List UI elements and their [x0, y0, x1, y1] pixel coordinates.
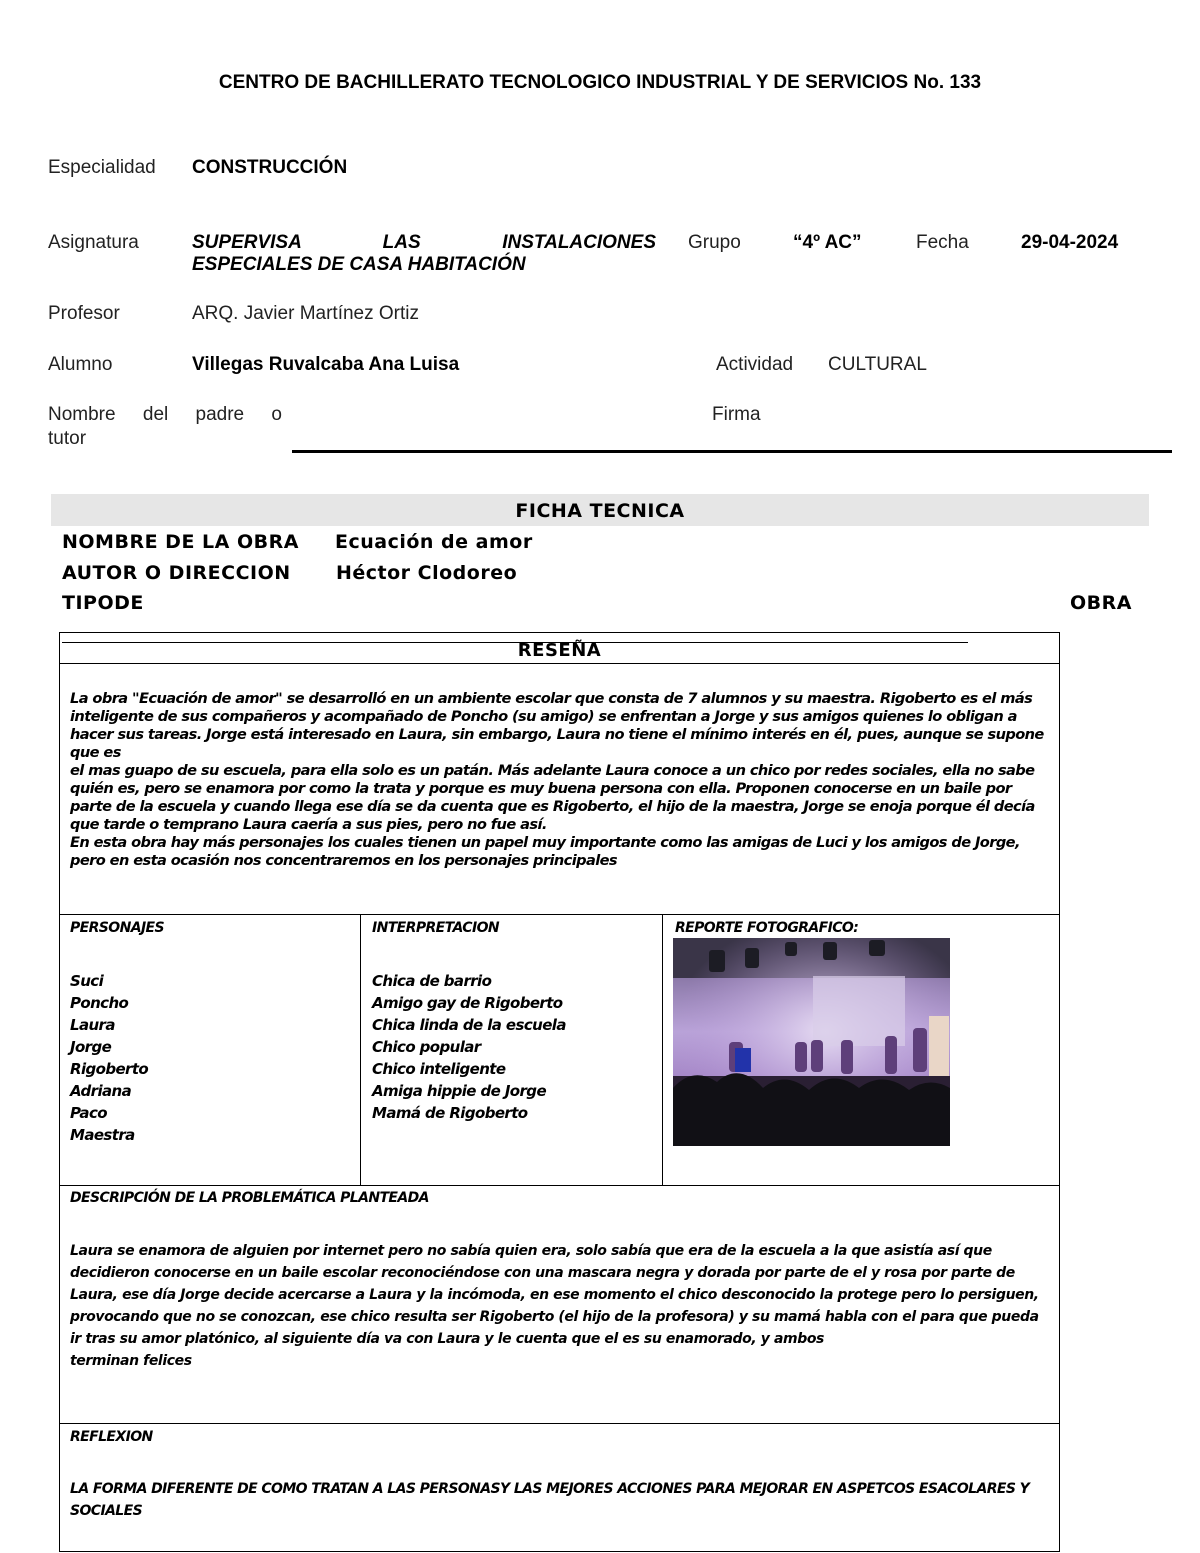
obra-label: NOMBRE DE LA OBRA: [62, 531, 299, 553]
personaje-item: Adriana: [70, 1082, 132, 1100]
resena-paragraph: En esta obra hay más personajes los cuales tienen un papel muy importante como las amigas de Luci y los amigos de Jorge, pero en esta ocasión nos concentraremos en los personajes principales: [70, 834, 1020, 869]
profesor-label: Profesor: [48, 303, 120, 324]
school-title: CENTRO DE BACHILLERATO TECNOLOGICO INDUSTRIAL Y DE SERVICIOS No. 133: [218, 72, 982, 93]
table-left-border: [59, 632, 60, 1552]
table-bottom-border: [59, 1551, 1060, 1552]
personaje-item: Jorge: [70, 1038, 112, 1056]
interpretacion-item: Chica de barrio: [372, 972, 492, 990]
resena-body: [70, 690, 1052, 870]
firma-label: Firma: [712, 404, 761, 425]
interpretacion-list: [372, 970, 566, 1124]
reporte-title: REPORTE FOTOGRAFICO:: [675, 920, 859, 936]
actividad-label: Actividad: [716, 354, 794, 375]
obra-value: Ecuación de amor: [335, 531, 533, 553]
row-divider-problematica: [59, 1185, 1060, 1186]
actividad-value: CULTURAL: [828, 354, 927, 375]
autor-label: AUTOR O DIRECCION: [62, 562, 291, 584]
especialidad-label: Especialidad: [48, 157, 156, 178]
stage-photo: [673, 938, 950, 1146]
personaje-item: Poncho: [70, 994, 129, 1012]
resena-paragraph: La obra "Ecuación de amor" se desarrolló en un ambiente escolar que consta de 7 alumnos y su maestra. Rigoberto es el más inteligente de sus compañeros y acompañado de Poncho (su amigo) se enfrentan a Jorge y sus amigos quienes lo obligan a hacer sus tareas. Jorge está interesado en Laura, sin embargo, Laura no tiene el mínimo interés en él, pues, aunque se supone que es: [70, 690, 1044, 761]
ficha-title: FICHA TECNICA: [515, 500, 685, 522]
tipo-value: OBRA: [1070, 592, 1132, 614]
interpretacion-item: Chica linda de la escuela: [372, 1016, 566, 1034]
personaje-item: Rigoberto: [70, 1060, 149, 1078]
especialidad-value: CONSTRUCCIÓN: [192, 157, 348, 178]
tipo-label: TIPODE: [62, 592, 144, 614]
alumno-label: Alumno: [48, 354, 113, 375]
tutor-label-line1: Nombre del padre o: [48, 404, 282, 425]
reflexion-text: LA FORMA DIFERENTE DE COMO TRATAN A LAS PERSONASY LAS MEJORES ACCIONES PARA MEJORAR EN ASPETCOS ESACOLARES Y SOCIALES: [70, 1481, 1030, 1519]
interpretacion-item: Chico inteligente: [372, 1060, 506, 1078]
autor-value: Héctor Clodoreo: [336, 562, 518, 584]
personajes-list: [70, 970, 148, 1146]
resena-title: RESEÑA: [517, 640, 602, 661]
interpretacion-item: Mamá de Rigoberto: [372, 1104, 528, 1122]
col-divider-1: [360, 914, 361, 1186]
personaje-item: Maestra: [70, 1126, 135, 1144]
resena-paragraph: el mas guapo de su escuela, para ella solo es un patán. Más adelante Laura conoce a un chico por redes sociales, ella no sabe quién es, pero se enamora por como la trata y porque es muy buena persona con ella. Proponen conocerse en un baile por parte de la escuela y cuando llega ese día se da cuenta que es Rigoberto, el hijo de la maestra, Jorge se enoja porque él decía que tarde o temprano Laura caería a sus pies, pero no fue así.: [70, 762, 1035, 833]
problematica-text: Laura se enamora de alguien por internet pero no sabía quien era, solo sabía que era de la escuela a la que asistía así que decidieron conocerse en un baile escolar reconociéndose con una mascara negra y dorada por parte de el y rosa por parte de Laura, ese día Jorge decide acercarse a Laura y la incómoda, en ese momento el chico desconocido la protege pero lo persiguen, provocando que no se conozcan, ese chico resulta ser Rigoberto (el hijo de la profesora) y su mamá habla con el para que pueda ir tras su amor platónico, al siguiente día va con Laura y le cuenta que el es su enamorado, y ambos: [70, 1243, 1039, 1347]
fecha-value: 29-04-2024: [1021, 232, 1119, 253]
grupo-label: Grupo: [688, 232, 741, 253]
grupo-value: “4º AC”: [793, 232, 862, 253]
problematica-body: [70, 1240, 1045, 1372]
row-divider-reflexion: [59, 1423, 1060, 1424]
problematica-text-end: terminan felices: [70, 1353, 192, 1369]
row-divider-personajes: [59, 914, 1060, 915]
tutor-label-line2: tutor: [48, 428, 87, 449]
alumno-value: Villegas Ruvalcaba Ana Luisa: [192, 354, 460, 375]
asignatura-value-line2: ESPECIALES DE CASA HABITACIÓN: [192, 254, 526, 275]
interpretacion-title: INTERPRETACION: [372, 920, 499, 936]
personaje-item: Laura: [70, 1016, 115, 1034]
col-divider-2: [662, 914, 663, 1186]
profesor-value: ARQ. Javier Martínez Ortiz: [192, 303, 419, 324]
personaje-item: Paco: [70, 1104, 107, 1122]
asignatura-value-line1: SUPERVISA LAS INSTALACIONES: [192, 232, 656, 253]
interpretacion-item: Amiga hippie de Jorge: [372, 1082, 547, 1100]
personaje-item: Suci: [70, 972, 104, 990]
interpretacion-item: Chico popular: [372, 1038, 481, 1056]
table-top-border: [59, 632, 1060, 633]
interpretacion-item: Amigo gay de Rigoberto: [372, 994, 563, 1012]
problematica-title: DESCRIPCIÓN DE LA PROBLEMÁTICA PLANTEADA: [70, 1190, 429, 1206]
personajes-title: PERSONAJES: [70, 920, 164, 936]
reflexion-title: REFLEXION: [70, 1429, 153, 1445]
asignatura-label: Asignatura: [48, 232, 139, 253]
resena-rule-bottom: [59, 663, 1060, 664]
fecha-label: Fecha: [916, 232, 969, 253]
signature-line: [292, 450, 1172, 453]
table-right-border: [1059, 632, 1060, 1552]
